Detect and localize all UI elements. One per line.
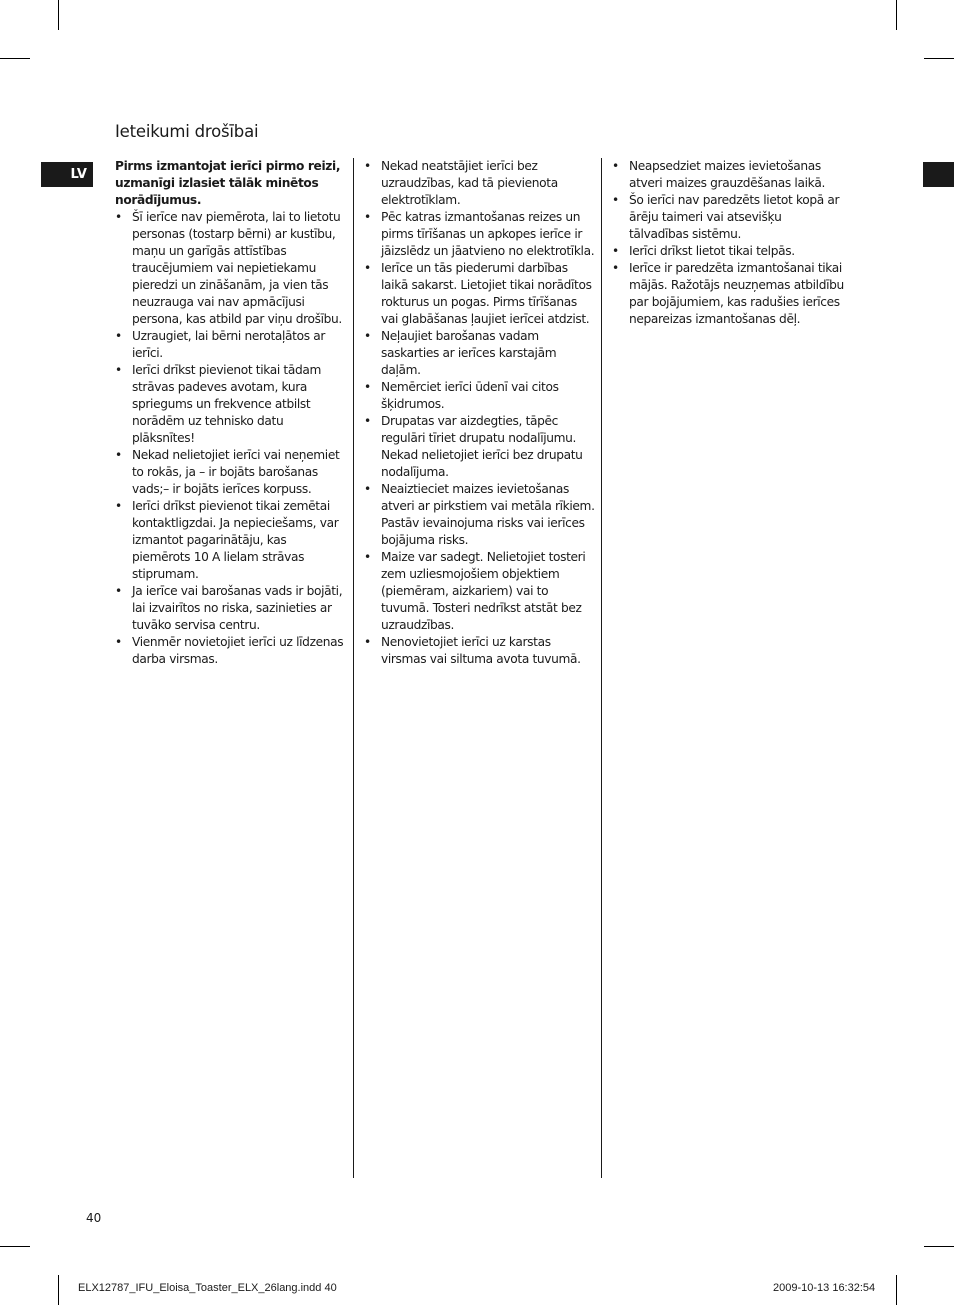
list-item: • Uzraugiet, lai bērni nerotaļātos ar ierīci. — [115, 329, 326, 360]
bullet-icon: • — [115, 499, 122, 513]
list-item: • Vienmēr novietojiet ierīci uz līdzenas darba virsmas. — [115, 635, 344, 666]
bullet-icon: • — [612, 193, 619, 207]
bullet-icon: • — [115, 329, 122, 343]
bullet-icon: • — [364, 159, 371, 173]
page-title: Ieteikumi drošībai — [115, 122, 259, 141]
list-item: • Neļaujiet barošanas vadam saskarties ar ierīces karstajām daļām. — [364, 329, 557, 377]
list-item: • Drupatas var aizdegties, tāpēc regulāri tīriet drupatu nodalījumu. Nekad nelietojiet ierīci bez drupatu nodalījuma. — [364, 414, 583, 479]
crop-mark-bottom-right-h — [924, 1246, 954, 1247]
crop-mark-top-right-h — [924, 58, 954, 59]
crop-mark-bottom-right — [896, 1275, 897, 1305]
list-item: • Nekad neatstājiet ierīci bez uzraudzības, kad tā pievienota elektrotīklam. — [364, 159, 558, 207]
bullet-icon: • — [364, 329, 371, 343]
bullet-icon: • — [364, 380, 371, 394]
bullet-icon: • — [364, 261, 371, 275]
language-tab: LV — [41, 162, 93, 187]
page-number: 40 — [86, 1211, 102, 1225]
list-item: • Šī ierīce nav piemērota, lai to lietotu personas (tostarp bērni) ar kustību, maņu un garīgās attīstības traucējumiem vai nepietiekamu pieredzi un zināšanām, ja vien tās neuzrauga vai nav apmācījusi persona, kas atbild par viņu drošību. — [115, 210, 342, 326]
safety-list-2 — [364, 158, 596, 668]
column-divider-1 — [353, 158, 354, 1178]
list-item: • Maize var sadegt. Nelietojiet tosteri zem uzliesmojošiem objektiem (piemēram, aizkariem) vai to tuvumā. Tosteri nedrīkst atstāt bez uzraudzības. — [364, 550, 586, 632]
list-item: • Šo ierīci nav paredzēts lietot kopā ar ārēju taimeri vai atsevišķu tālvadības sistēmu. — [612, 193, 840, 241]
bullet-icon: • — [364, 635, 371, 649]
list-item: • Ierīce ir paredzēta izmantošanai tikai mājās. Ražotājs neuzņemas atbildību par bojājumiem, kas radušies ierīces nepareizas izmantošanas dēļ. — [612, 261, 844, 326]
list-item: • Ierīci drīkst pievienot tikai zemētai kontaktligzdai. Ja nepieciešams, var izmantot pagarinātāju, kas piemērots 10 A lielam strāvas stiprumam. — [115, 499, 339, 581]
list-item: • Ierīci drīkst pievienot tikai tādam strāvas padeves avotam, kura spriegums un frekvence atbilst norādēm uz tehnisko datu plāksnītes! — [115, 363, 322, 445]
column-3 — [612, 158, 844, 328]
crop-mark-bottom-left — [58, 1275, 59, 1305]
footer-file-info: ELX12787_IFU_Eloisa_Toaster_ELX_26lang.indd 40 — [78, 1282, 337, 1294]
bullet-icon: • — [364, 550, 371, 564]
bullet-icon: • — [115, 210, 122, 224]
safety-list-1 — [115, 209, 347, 668]
bullet-icon: • — [115, 635, 122, 649]
bullet-icon: • — [364, 210, 371, 224]
crop-mark-top-right — [896, 0, 897, 30]
bullet-icon: • — [612, 261, 619, 275]
list-item: • Nenovietojiet ierīci uz karstas virsmas vai siltuma avota tuvumā. — [364, 635, 581, 666]
next-language-tab-edge — [923, 162, 954, 187]
bullet-icon: • — [364, 414, 371, 428]
crop-mark-top-left-h — [0, 58, 30, 59]
bullet-icon: • — [115, 363, 122, 377]
bullet-icon: • — [364, 482, 371, 496]
list-item: • Ja ierīce vai barošanas vads ir bojāti, lai izvairītos no riska, sazinieties ar tuvāko servisa centru. — [115, 584, 343, 632]
bullet-icon: • — [115, 448, 122, 462]
column-1 — [115, 158, 347, 668]
crop-mark-top-left — [58, 0, 59, 30]
bullet-icon: • — [115, 584, 122, 598]
list-item: • Nemērciet ierīci ūdenī vai citos šķidrumos. — [364, 380, 559, 411]
safety-list-3 — [612, 158, 844, 328]
column-divider-2 — [601, 158, 602, 1178]
list-item: • Pēc katras izmantošanas reizes un pirms tīrīšanas un apkopes ierīce ir jāizslēdz un jāatvieno no elektrotīkla. — [364, 210, 595, 258]
list-item: • Ierīce un tās piederumi darbības laikā sakarst. Lietojiet tikai norādītos rokturus un pogas. Pirms tīrīšanas vai glabāšanas ļaujiet ierīcei atdzist. — [364, 261, 592, 326]
list-item: • Neaiztieciet maizes ievietošanas atveri ar pirkstiem vai metāla rīkiem. Pastāv ievainojuma risks vai ierīces bojājuma risks. — [364, 482, 595, 547]
column-2 — [364, 158, 596, 668]
list-item: • Nekad nelietojiet ierīci vai neņemiet to rokās, ja – ir bojāts barošanas vads;– ir bojāts ierīces korpuss. — [115, 448, 340, 496]
bullet-icon: • — [612, 244, 619, 258]
footer-timestamp: 2009-10-13 16:32:54 — [773, 1282, 876, 1294]
bullet-icon: • — [612, 159, 619, 173]
list-item: • Neapsedziet maizes ievietošanas atveri maizes grauzdēšanas laikā. — [612, 159, 825, 190]
list-item: • Ierīci drīkst lietot tikai telpās. — [612, 244, 795, 258]
intro-text: Pirms izmantojat ierīci pirmo reizi, uzmanīgi izlasiet tālāk minētos norādījumus. — [115, 159, 341, 207]
crop-mark-bottom-left-h — [0, 1246, 30, 1247]
